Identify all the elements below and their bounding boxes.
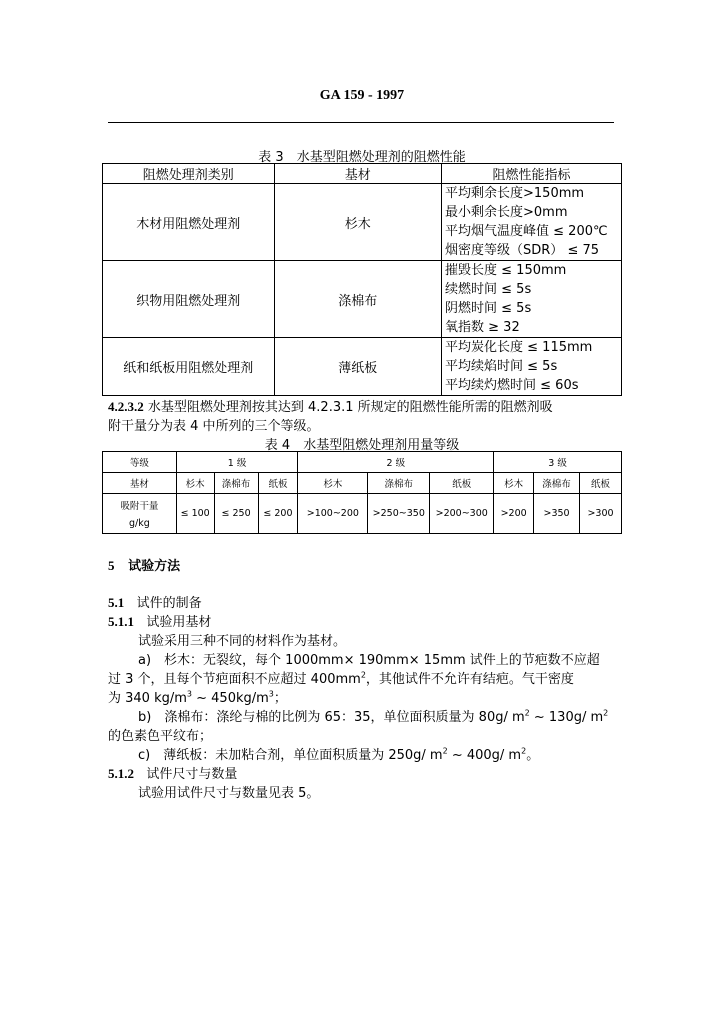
p511: 试验采用三种不同的材料作为基材。 (138, 634, 347, 649)
table4 (102, 451, 622, 534)
table3-criteria-cell (442, 261, 622, 338)
sec512-number: 5.1.2 (108, 766, 134, 781)
section5-heading (108, 555, 180, 574)
item-b-line1a: b) 涤棉布：涤纶与棉的比例为 65：35，单位面积质量为 80g/ m (138, 710, 525, 725)
item-c-line1b: ~ 400g/ m (447, 748, 522, 763)
table3-criteria-cell (442, 338, 622, 396)
table3-criterion: 续燃时间 ≤ 5s (445, 282, 532, 297)
item-b-line1b: ~ 130g/ m (529, 710, 604, 725)
item-a-line3 (108, 687, 287, 706)
sec511-title: 试验用基材 (146, 615, 212, 630)
item-c-line1c: 。 (526, 748, 540, 763)
table3-criterion: 平均炭化长度 ≤ 115mm (445, 340, 593, 355)
item-b-line1 (138, 706, 608, 725)
table4-material: 涤棉布 (214, 473, 258, 494)
table3-criterion: 氧指数 ≥ 32 (445, 320, 520, 335)
superscript: 2 (603, 708, 609, 718)
table3-criteria-cell (442, 184, 622, 261)
table4-amount: ≤ 100 (176, 494, 214, 534)
table4-material-label: 基材 (103, 473, 177, 494)
table4-grade: 1 级 (176, 452, 298, 473)
table3-category: 织物用阻燃处理剂 (103, 261, 275, 338)
table4-amount: >200 (494, 494, 534, 534)
table4-material: 涤棉布 (368, 473, 430, 494)
table4-amount-label-line2: g/kg (128, 518, 150, 529)
table4-material: 杉木 (298, 473, 368, 494)
section5-title: 试验方法 (128, 559, 181, 574)
table4-grade: 3 级 (494, 452, 622, 473)
table3-criterion: 最小剩余长度>0mm (445, 205, 568, 220)
superscript: 2 (442, 746, 448, 756)
table4-material: 杉木 (494, 473, 534, 494)
para-4232-line1 (108, 396, 553, 415)
table4-amount: >350 (534, 494, 580, 534)
table3-material: 涤棉布 (274, 261, 442, 338)
item-b-line2: 的色素色平纹布； (108, 729, 213, 744)
sec51-number: 5.1 (108, 595, 125, 610)
sec512-title: 试件尺寸与数量 (146, 767, 238, 782)
table3-header-material: 基材 (274, 164, 442, 184)
table3-material: 杉木 (274, 184, 442, 261)
superscript: 2 (521, 746, 527, 756)
table4-material: 纸板 (580, 473, 622, 494)
sec51-title: 试件的制备 (136, 596, 202, 611)
para-4232-line2: 附干量分为表 4 中所列的三个等级。 (108, 419, 320, 434)
item-a-line2 (108, 668, 574, 687)
item-c-line1 (138, 744, 539, 763)
table4-amount: ≤ 200 (258, 494, 298, 534)
superscript: 3 (268, 689, 274, 699)
table4-material: 纸板 (258, 473, 298, 494)
table4-amount: >200~300 (430, 494, 494, 534)
table3-category: 木材用阻燃处理剂 (103, 184, 275, 261)
table3-criterion: 摧毁长度 ≤ 150mm (445, 263, 567, 278)
table3-criterion: 烟密度等级（SDR） ≤ 75 (445, 243, 600, 258)
item-a-line2a: 过 3 个，且每个节疤面积不应超过 400mm (108, 672, 361, 687)
table4-material: 纸板 (430, 473, 494, 494)
table3 (102, 163, 622, 396)
table3-criterion: 平均续焰时间 ≤ 5s (445, 359, 558, 374)
superscript: 3 (186, 689, 192, 699)
table4-grade-label: 等级 (103, 452, 177, 473)
table4-amount-label (103, 494, 177, 534)
table4-caption: 表 4 水基型阻燃处理剂用量等级 (264, 438, 460, 453)
p512: 试验用试件尺寸与数量见表 5。 (138, 786, 320, 801)
table4-material: 涤棉布 (534, 473, 580, 494)
item-a-line1: a) 杉木：无裂纹，每个 1000mm× 190mm× 15mm 试件上的节疤数不应超 (138, 653, 600, 668)
table4-grade: 2 级 (298, 452, 494, 473)
sec511-heading (108, 611, 211, 630)
item-a-line3a: 为 340 kg/m (108, 691, 187, 706)
table3-header-category: 阻燃处理剂类别 (103, 164, 275, 184)
table4-amount-label-line1: 吸附干量 (120, 501, 159, 512)
section5-number: 5 (108, 558, 115, 573)
table4-amount: >300 (580, 494, 622, 534)
table4-amount: ≤ 250 (214, 494, 258, 534)
superscript: 2 (524, 708, 530, 718)
item-a-line3b: ~ 450kg/m (192, 691, 269, 706)
table3-criterion: 阴燃时间 ≤ 5s (445, 301, 532, 316)
table3-criterion: 平均剩余长度>150mm (445, 186, 585, 201)
para-4232-text: 水基型阻燃处理剂按其达到 4.2.3.1 所规定的阻燃性能所需的阻燃剂吸 (147, 400, 553, 415)
table3-header-criteria: 阻燃性能指标 (442, 164, 622, 184)
sec51-heading (108, 592, 202, 611)
sec512-heading (108, 763, 237, 782)
page-header-code: GA 159 - 1997 (319, 88, 405, 103)
table3-criterion: 平均烟气温度峰值 ≤ 200℃ (445, 224, 608, 239)
table4-material: 杉木 (176, 473, 214, 494)
para-4232-number: 4.2.3.2 (108, 399, 144, 414)
table3-material: 薄纸板 (274, 338, 442, 396)
sec511-number: 5.1.1 (108, 614, 134, 629)
table4-amount: >100~200 (298, 494, 368, 534)
item-a-line3c: ； (273, 691, 287, 706)
item-c-line1a: c) 薄纸板：未加粘合剂，单位面积质量为 250g/ m (138, 748, 443, 763)
table3-criterion: 平均续灼燃时间 ≤ 60s (445, 378, 579, 393)
superscript: 2 (360, 670, 366, 680)
table4-amount: >250~350 (368, 494, 430, 534)
table3-caption: 表 3 水基型阻燃处理剂的阻燃性能 (258, 150, 466, 165)
header-rule (108, 122, 614, 123)
item-a-line2b: ，其他试件不允许有结疤。气干密度 (365, 672, 574, 687)
table3-category: 纸和纸板用阻燃处理剂 (103, 338, 275, 396)
